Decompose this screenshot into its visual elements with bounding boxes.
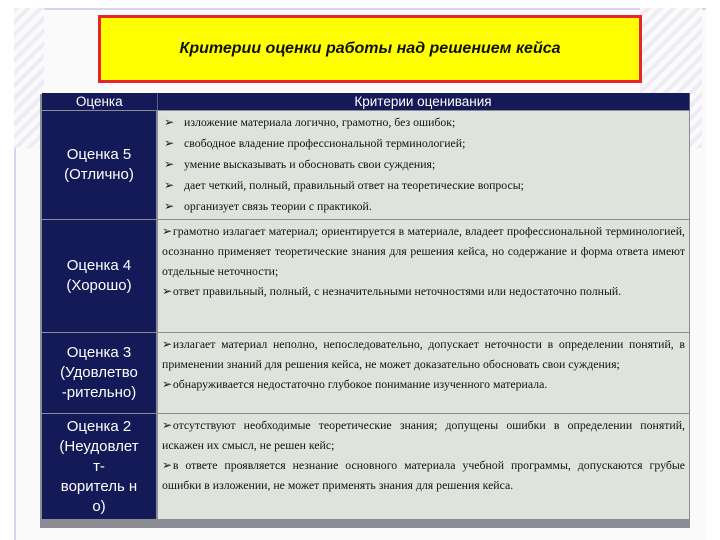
bullet-arrow-icon: ➢ bbox=[162, 377, 172, 391]
criteria-table bbox=[42, 93, 690, 519]
grade-line: Оценка 2 bbox=[66, 417, 132, 435]
criteria-item: ➢грамотно излагает материал; ориентируется в материале, владеет профессиональной терминологией, осознанно применяет теоретические знания для решения кейса, но содержание и форма ответа имеют отдельные неточности; bbox=[162, 224, 685, 278]
bullet-arrow-icon: ➢ bbox=[162, 284, 172, 298]
grade-line: (Отлично) bbox=[64, 166, 134, 183]
criteria-cell-2 bbox=[157, 414, 689, 520]
grade-line: Оценка 5 bbox=[66, 146, 132, 163]
grade-line: т- bbox=[93, 457, 105, 475]
table-row bbox=[42, 333, 689, 414]
grade-cell-5 bbox=[42, 111, 157, 220]
grade-cell-2 bbox=[42, 414, 157, 520]
bullet-arrow-icon: ➢ bbox=[162, 337, 172, 351]
bullet-arrow-icon: ➢ bbox=[162, 458, 172, 472]
bullet-arrow-icon: ➢ bbox=[164, 136, 174, 150]
grade-cell-4 bbox=[42, 220, 157, 333]
bullet-arrow-icon: ➢ bbox=[164, 115, 174, 129]
criteria-item: ➢в ответе проявляется незнание основного материала учебной программы, допускаются грубые ошибки в изложении, не может применять знания для решения кейса. bbox=[162, 458, 685, 492]
criteria-item: ➢ умение высказывать и обосновать свои суждения; bbox=[162, 154, 685, 175]
bullet-arrow-icon: ➢ bbox=[164, 178, 174, 192]
grade-line: о) bbox=[92, 497, 106, 515]
criteria-cell-4 bbox=[157, 220, 689, 333]
grade-line: воритель н bbox=[60, 477, 138, 495]
grade-line: Оценка 4 bbox=[66, 257, 132, 274]
criteria-item: ➢ организует связь теории с практикой. bbox=[162, 196, 685, 217]
bullet-arrow-icon: ➢ bbox=[162, 224, 172, 238]
grade-line: (Неудовлет bbox=[59, 437, 139, 455]
criteria-item: ➢ свободное владение профессиональной терминологией; bbox=[162, 133, 685, 154]
grade-line: (Хорошо) bbox=[66, 277, 132, 294]
criteria-item: ➢ответ правильный, полный, с незначительными неточностями или недостаточно полный. bbox=[162, 284, 622, 298]
grade-cell-3 bbox=[42, 333, 157, 414]
header-criteria: Критерии оценивания bbox=[157, 93, 689, 111]
bullet-arrow-icon: ➢ bbox=[164, 199, 174, 213]
criteria-cell-5 bbox=[157, 111, 689, 220]
criteria-item: ➢ изложение материала логично, грамотно, без ошибок; bbox=[162, 112, 685, 133]
table-row bbox=[42, 414, 689, 520]
bullet-arrow-icon: ➢ bbox=[162, 418, 172, 432]
slide-title: Критерии оценки работы над решением кейса bbox=[179, 40, 561, 57]
grade-line: -рительно) bbox=[61, 384, 137, 401]
table-row bbox=[42, 111, 689, 220]
table-row bbox=[42, 220, 689, 333]
criteria-item: ➢отсутствуют необходимые теоретические знания; допущены ошибки в определении понятий, искажен их смысл, не решен кейс; bbox=[162, 418, 685, 452]
header-grade: Оценка bbox=[42, 93, 157, 111]
criteria-cell-3 bbox=[157, 333, 689, 414]
bullet-arrow-icon: ➢ bbox=[164, 157, 174, 171]
slide-title-box bbox=[98, 15, 642, 83]
grade-line: Оценка 3 bbox=[66, 344, 132, 361]
criteria-item: ➢обнаруживается недостаточно глубокое понимание изученного материала. bbox=[162, 377, 548, 391]
table-header-row bbox=[42, 93, 689, 111]
criteria-item: ➢излагает материал неполно, непоследовательно, допускает неточности в определении понятий, в применении знаний для решения кейса, не может доказательно обосновать свои суждения; bbox=[162, 337, 685, 371]
criteria-item: ➢ дает четкий, полный, правильный ответ на теоретические вопросы; bbox=[162, 175, 685, 196]
grade-line: (Удовлетво bbox=[60, 364, 138, 381]
